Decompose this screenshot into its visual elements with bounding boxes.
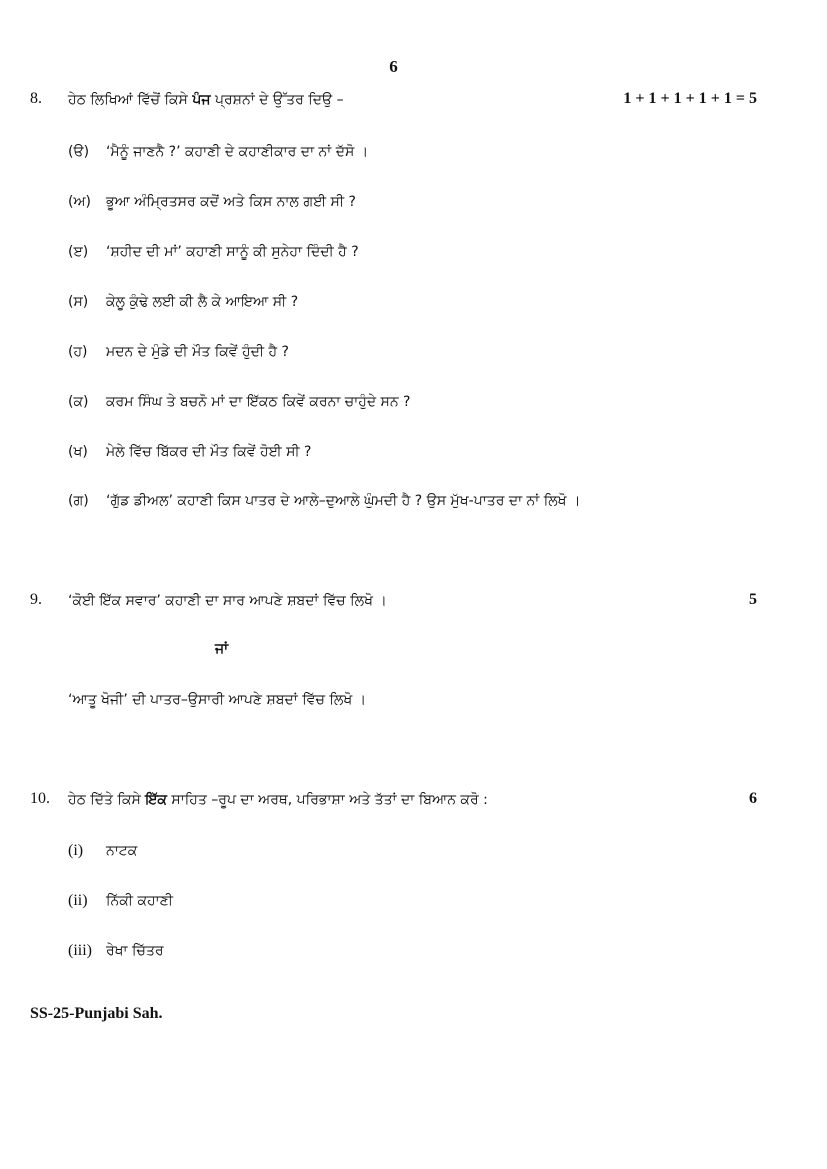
item-text: ਕਰਮ ਸਿੰਘ ਤੇ ਬਚਨੋ ਮਾਂ ਦਾ ਇੱਕਠ ਕਿਵੇਂ ਕਰਨਾ ਚਾਹੁੰਦੇ ਸਨ ? — [106, 394, 411, 410]
prompt-part: ਸਾਹਿਤ –ਰੂਪ ਦਾ ਅਰਥ, ਪਰਿਭਾਸ਼ਾ ਅਤੇ ਤੱਤਾਂ ਦਾ ਬਿਆਨ ਕਰੋ : — [166, 792, 488, 808]
item-text: ਨਿੱਕੀ ਕਹਾਣੀ — [106, 893, 173, 909]
prompt-emphasis: ਪੰਜ — [192, 92, 211, 108]
list-item — [68, 294, 298, 310]
item-text: ਨਾਟਕ — [106, 843, 138, 859]
question-prompt — [68, 92, 344, 108]
page-number: 6 — [389, 57, 398, 76]
question-prompt: ‘ਕੋਈ ਇੱਕ ਸਵਾਰ’ ਕਹਾਣੀ ਦਾ ਸਾਰ ਆਪਣੇ ਸ਼ਬਦਾਂ ਵਿੱਚ ਲਿਖੋ । — [68, 593, 387, 609]
question-prompt — [68, 792, 488, 808]
list-item — [68, 942, 164, 960]
list-item — [68, 842, 137, 860]
item-text: ਮੇਲੇ ਵਿੱਚ ਬਿੱਕਰ ਦੀ ਮੌਤ ਕਿਵੇਂ ਹੋਈ ਸੀ ? — [106, 444, 312, 460]
item-label: (ਸ) — [68, 294, 89, 310]
item-text: ‘ਗੁੱਡ ਡੀਅਲ’ ਕਹਾਣੀ ਕਿਸ ਪਾਤਰ ਦੇ ਆਲੇ–ਦੁਆਲੇ ਘੁੰਮਦੀ ਹੈ ? ਉਸ ਮੁੱਖ-ਪਾਤਰ ਦਾ ਨਾਂ ਲਿਖੋ । — [106, 493, 581, 509]
list-item — [68, 244, 359, 260]
prompt-emphasis: ਇੱਕ — [145, 792, 167, 808]
or-separator: ਜਾਂ — [215, 641, 229, 657]
item-label: (ੳ) — [68, 144, 90, 160]
question-number: 10. — [30, 790, 50, 807]
item-label: (ਖ) — [68, 444, 88, 460]
item-label: (ਅ) — [68, 194, 91, 210]
list-item — [68, 394, 411, 410]
prompt-part: ਹੇਠ ਲਿਖਿਆਂ ਵਿੱਚੋਂ ਕਿਸੇ — [68, 92, 193, 108]
item-text: ‘ਮੈਨੂੰ ਜਾਣਨੈ ?’ ਕਹਾਣੀ ਦੇ ਕਹਾਣੀਕਾਰ ਦਾ ਨਾਂ ਦੱਸੋ । — [106, 144, 369, 160]
item-label: (i) — [68, 842, 84, 859]
item-label: (ੲ) — [68, 244, 89, 260]
paper-code-footer: SS-25-Punjabi Sah. — [30, 1005, 163, 1022]
item-label: (iii) — [68, 942, 92, 959]
item-label: (ਗ) — [68, 493, 89, 509]
list-item — [68, 444, 312, 460]
prompt-part: ਹੇਠ ਦਿੱਤੇ ਕਿਸੇ — [68, 792, 146, 808]
list-item — [68, 144, 368, 160]
question-number: 9. — [30, 591, 42, 608]
question-marks: 5 — [749, 591, 757, 608]
question-marks: 1 + 1 + 1 + 1 + 1 = 5 — [623, 90, 757, 107]
list-item — [68, 493, 580, 509]
item-text: ਮਦਨ ਦੇ ਮੁੰਡੇ ਦੀ ਮੌਤ ਕਿਵੇਂ ਹੁੰਦੀ ਹੈ ? — [106, 344, 289, 360]
item-text: ਭੂਆ ਅੰਮ੍ਰਿਤਸਰ ਕਦੋਂ ਅਤੇ ਕਿਸ ਨਾਲ ਗਈ ਸੀ ? — [106, 194, 356, 210]
item-text: ਕੇਲੂ ਕੁੰਢੇ ਲਈ ਕੀ ਲੈ ਕੇ ਆਇਆ ਸੀ ? — [106, 294, 299, 310]
alternative-prompt: ‘ਆਤੂ ਖੋਜੀ’ ਦੀ ਪਾਤਰ–ਉਸਾਰੀ ਆਪਣੇ ਸ਼ਬਦਾਂ ਵਿੱਚ ਲਿਖੋ । — [68, 692, 367, 708]
item-label: (ਹ) — [68, 344, 88, 360]
item-label: (ਕ) — [68, 394, 89, 410]
list-item — [68, 194, 356, 210]
item-text: ਰੇਖਾ ਚਿੱਤਰ — [106, 943, 164, 959]
prompt-part: ਪ੍ਰਸ਼ਨਾਂ ਦੇ ਉੱਤਰ ਦਿਉ – — [210, 92, 344, 108]
item-label: (ii) — [68, 892, 88, 909]
item-text: ‘ਸ਼ਹੀਦ ਦੀ ਮਾਂ’ ਕਹਾਣੀ ਸਾਨੂੰ ਕੀ ਸੁਨੇਹਾ ਦਿੰਦੀ ਹੈ ? — [106, 244, 359, 260]
list-item — [68, 892, 173, 910]
question-number: 8. — [30, 90, 42, 107]
list-item — [68, 344, 289, 360]
question-marks: 6 — [749, 790, 757, 807]
